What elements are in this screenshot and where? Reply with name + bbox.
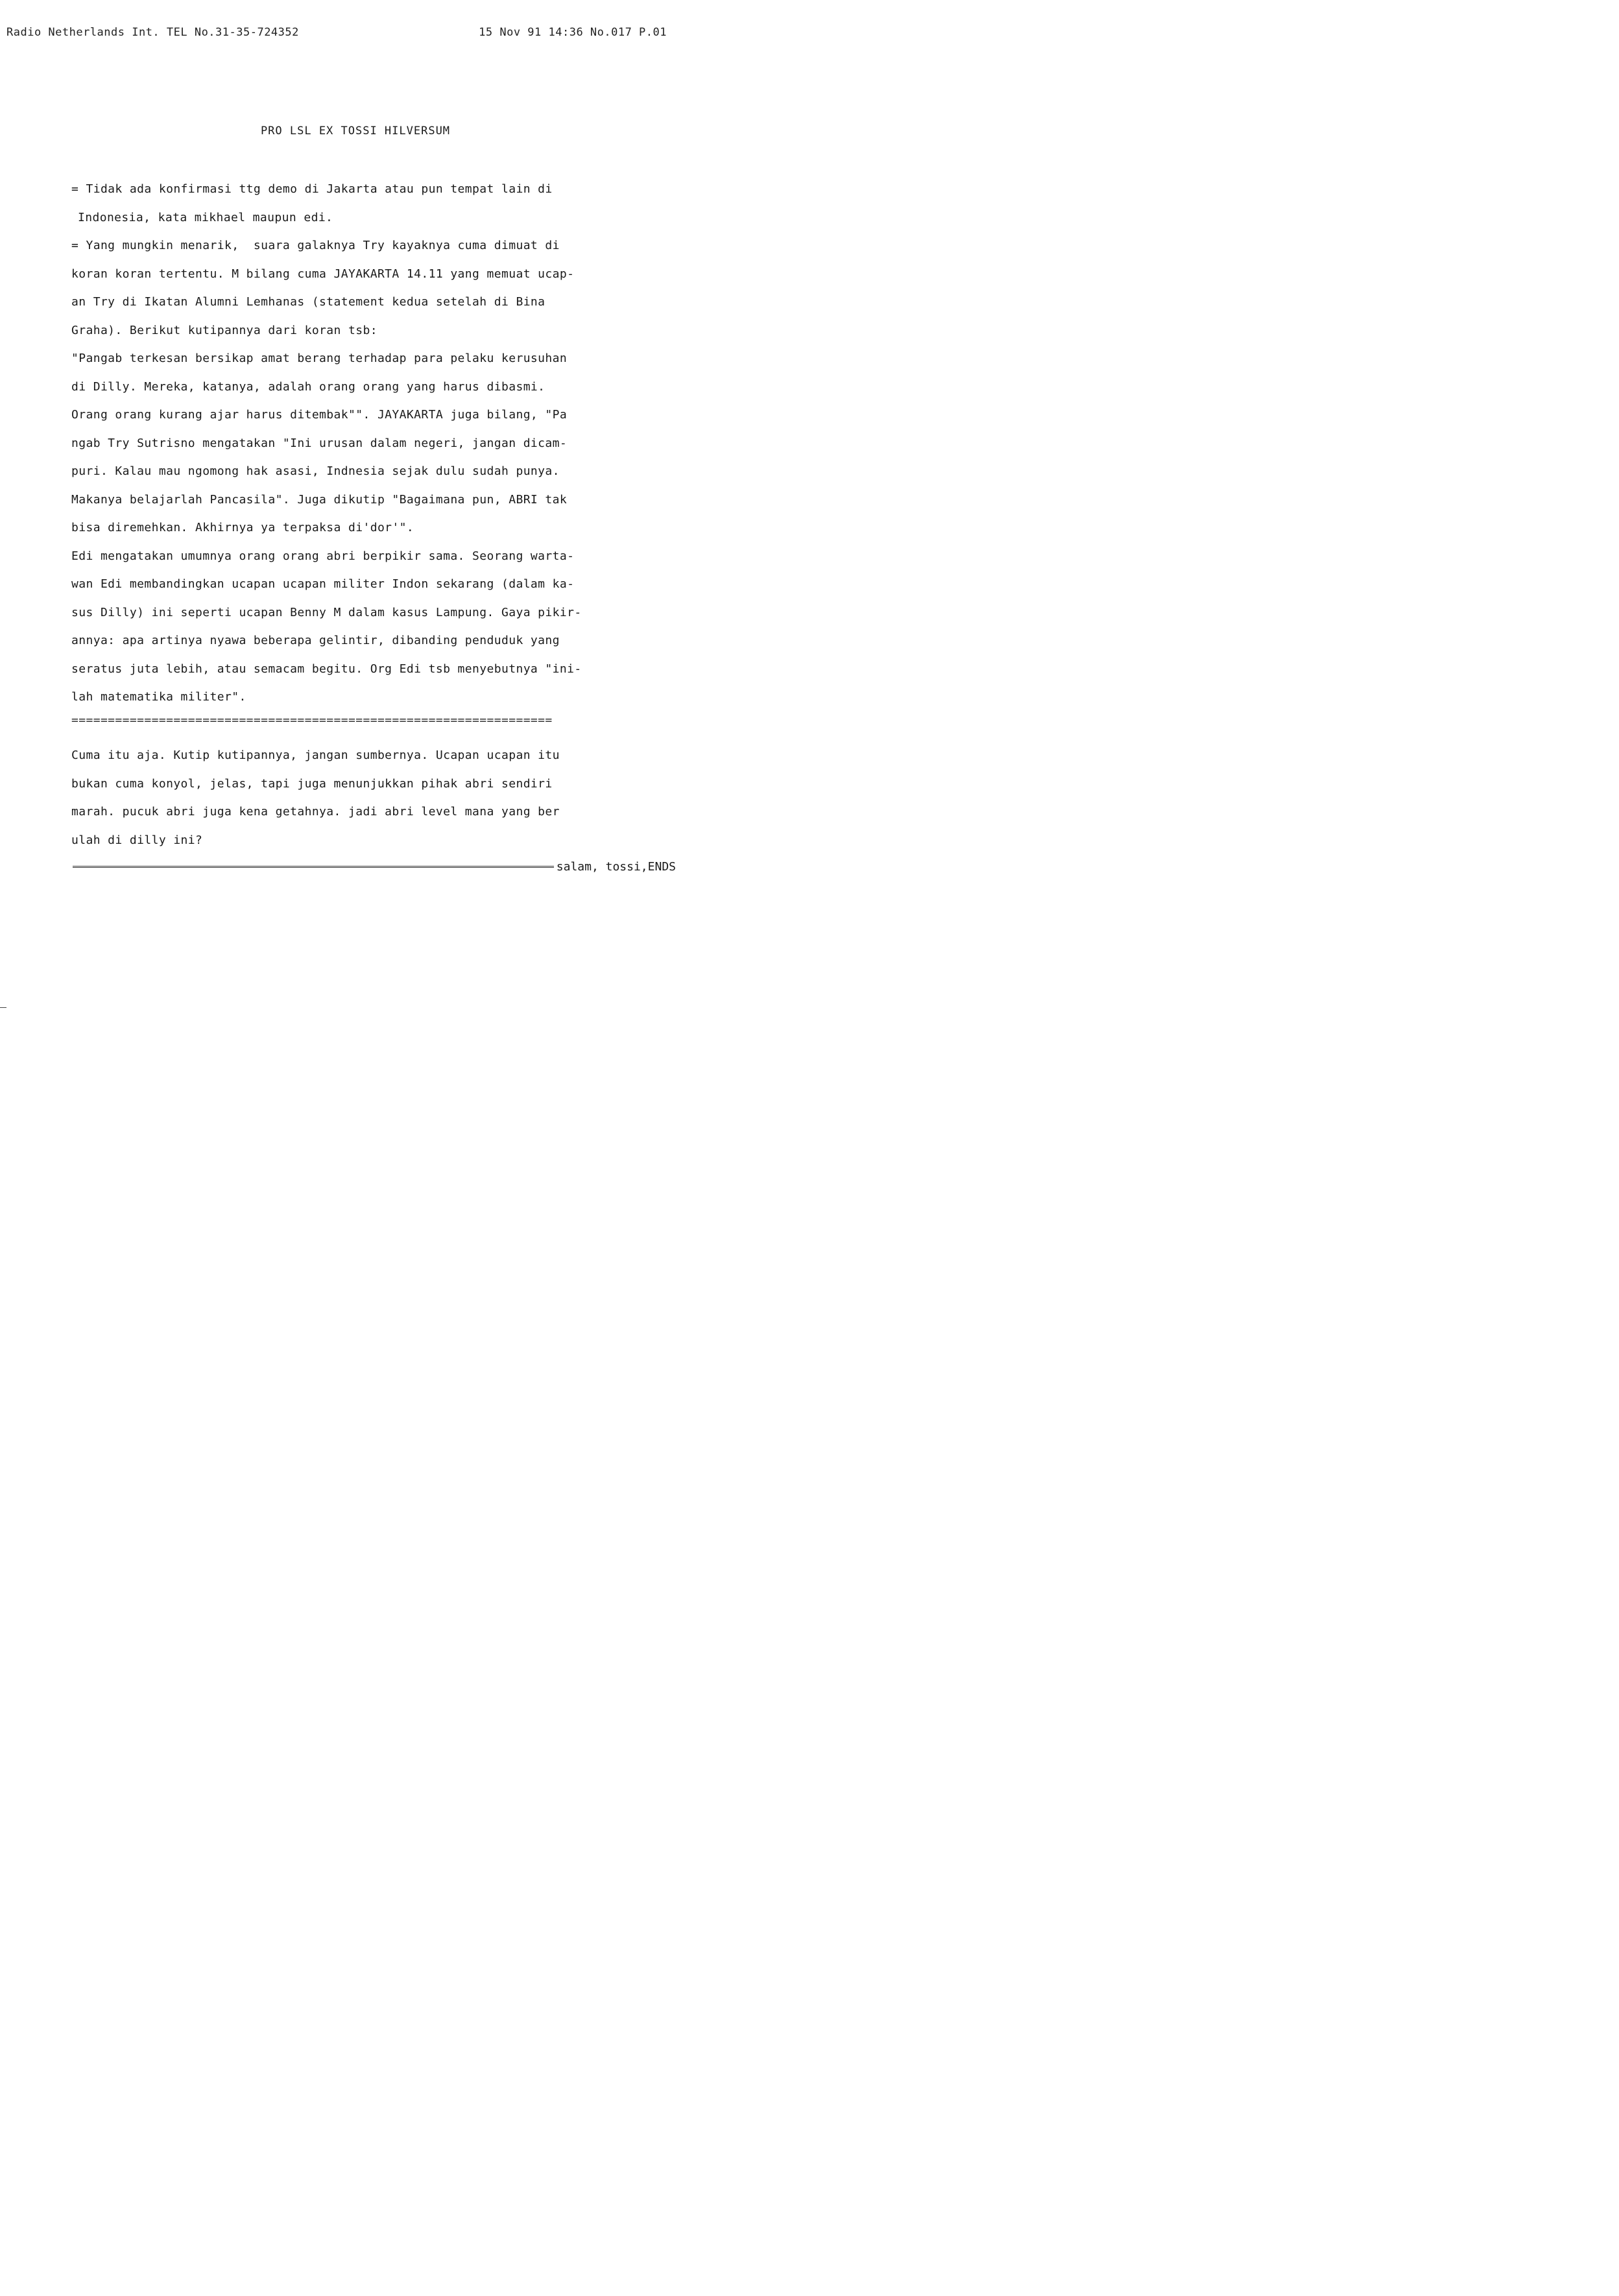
fax-stamp: 15 Nov 91 14:36 No.017 P.01 [479, 26, 667, 39]
fax-sender: Radio Netherlands Int. TEL No.31-35-724352 [6, 26, 299, 39]
body-line: Orang orang kurang ajar harus ditembak"". JAYAKARTA juga bilang, "Pa [71, 408, 568, 422]
body-line: annya: apa artinya nyawa beberapa gelintir, dibanding penduduk yang [71, 634, 560, 647]
message-body [71, 178, 681, 732]
body-line: "Pangab terkesan bersikap amat berang terhadap para pelaku kerusuhan [71, 352, 568, 365]
tail-line: ulah di dilly ini? [71, 833, 203, 847]
closing-remarks [71, 745, 681, 857]
body-line: koran koran tertentu. M bilang cuma JAYAKARTA 14.11 yang memuat ucap- [71, 267, 575, 281]
body-line: = Tidak ada konfirmasi ttg demo di Jakarta atau pun tempat lain di [71, 182, 553, 196]
sign-off-rule [73, 866, 554, 868]
sign-off: salam, tossi,ENDS [556, 860, 676, 874]
separator-line: ================================================================== [71, 714, 553, 727]
body-line: Indonesia, kata mikhael maupun edi. [78, 210, 333, 224]
body-line: Graha). Berikut kutipannya dari koran tsb: [71, 323, 378, 337]
body-line: seratus juta lebih, atau semacam begitu. Org Edi tsb menyebutnya "ini- [71, 662, 582, 676]
body-line: ngab Try Sutrisno mengatakan "Ini urusan dalam negeri, jangan dicam- [71, 436, 568, 450]
body-line: lah matematika militer". [71, 690, 246, 704]
tail-line: marah. pucuk abri juga kena getahnya. jadi abri level mana yang ber [71, 805, 560, 819]
body-line: di Dilly. Mereka, katanya, adalah orang orang yang harus dibasmi. [71, 379, 546, 394]
body-line: = Yang mungkin menarik, suara galaknya Try kayaknya cuma dimuat di [71, 239, 560, 252]
body-line: bisa diremehkan. Akhirnya ya terpaksa di'dor'". [71, 521, 414, 534]
body-line: Edi mengatakan umumnya orang orang abri berpikir sama. Seorang warta- [71, 549, 575, 563]
document-title: PRO LSL EX TOSSI HILVERSUM [260, 125, 451, 138]
tail-line: Cuma itu aja. Kutip kutipannya, jangan sumbernya. Ucapan ucapan itu [71, 748, 560, 762]
body-line: wan Edi membandingkan ucapan ucapan militer Indon sekarang (dalam ka- [71, 577, 575, 591]
body-line: puri. Kalau mau ngomong hak asasi, Indnesia sejak dulu sudah punya. [71, 464, 560, 478]
body-line: sus Dilly) ini seperti ucapan Benny M dalam kasus Lampung. Gaya pikir- [71, 605, 582, 619]
body-line: Makanya belajarlah Pancasila". Juga dikutip "Bagaimana pun, ABRI tak [71, 492, 568, 507]
sign-off-line [73, 860, 676, 874]
tail-line: bukan cuma konyol, jelas, tapi juga menunjukkan pihak abri sendiri [71, 776, 553, 791]
fax-header [6, 26, 667, 39]
body-line: an Try di Ikatan Alumni Lemhanas (statement kedua setelah di Bina [71, 295, 546, 309]
scan-edge-mark [0, 1007, 6, 1008]
